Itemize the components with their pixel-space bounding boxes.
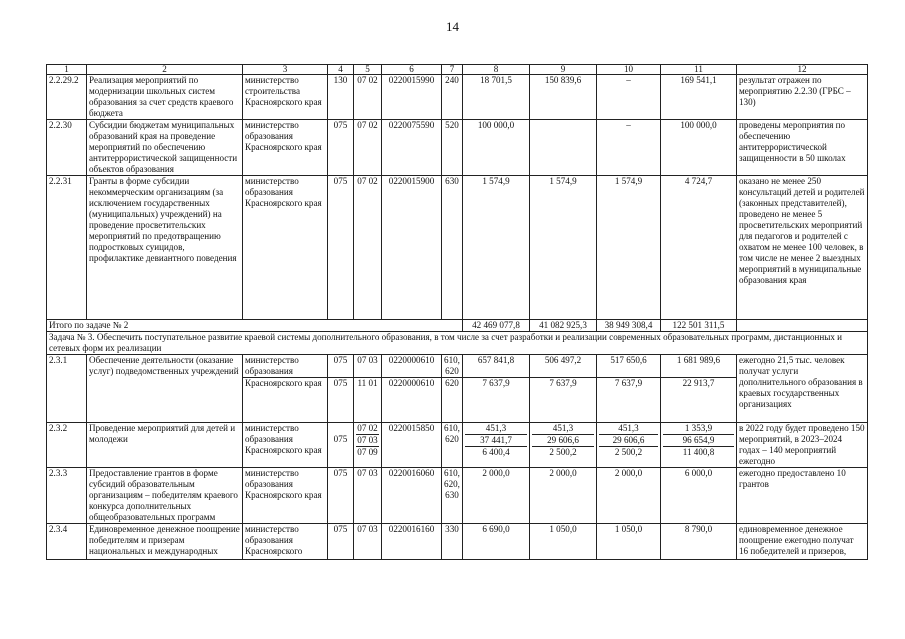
target-code: 0220016060 (382, 468, 442, 524)
expense-code: 610, 620, 630 (442, 468, 463, 524)
section-code: 11 01 (354, 378, 382, 423)
row-name: Проведение мероприятий для детей и молодежи (87, 423, 243, 468)
header-cell: 4 (328, 65, 354, 75)
section-codes (354, 423, 382, 468)
amount-2023: 451,3 (532, 423, 594, 435)
grbs-code: 075 (328, 378, 354, 423)
header-cell: 12 (737, 65, 868, 75)
target-code: 0220015900 (382, 176, 442, 320)
row-result: оказано не менее 250 консультаций детей и родителей (законных представителей), проведено не менее 5 просветительских мероприятий для педагогов и родителей с охватом не менее 100 человек, в том числе не менее 2 выездных мероприятий в муниципальные образования края (737, 176, 868, 320)
row-org: министерство образования Красноярского края (243, 120, 328, 176)
amount-2024-list (597, 423, 661, 468)
amount-total: 169 541,1 (661, 75, 737, 120)
amount-2024: 451,3 (599, 423, 658, 435)
section-code: 07 02 (354, 75, 382, 120)
table-row (47, 423, 868, 468)
section-code: 07 02 (354, 120, 382, 176)
table-row (47, 468, 868, 524)
amount-2024: 7 637,9 (597, 378, 661, 423)
amount-2023 (530, 120, 597, 176)
target-code: 0220000610 (382, 378, 442, 423)
total-2022: 42 469 077,8 (463, 320, 530, 332)
expense-code: 620 (442, 378, 463, 423)
expense-code: 520 (442, 120, 463, 176)
header-cell: 9 (530, 65, 597, 75)
amount-2024: 2 000,0 (597, 468, 661, 524)
amount-2023: 2 000,0 (530, 468, 597, 524)
target-code: 0220075590 (382, 120, 442, 176)
header-cell: 8 (463, 65, 530, 75)
task-heading: Задача № 3. Обеспечить поступательное развитие краевой системы дополнительного образования, в том числе за счет разработки и реализации современных образовательных программ, дистанционных и сетевых форм их реализации (47, 332, 868, 355)
target-code: 0220015990 (382, 75, 442, 120)
amount-2024: 517 650,6 (597, 355, 661, 378)
grbs-code-value: 075 (333, 434, 348, 444)
expense-code: 610, 620 (442, 423, 463, 468)
page-number: 14 (446, 19, 459, 34)
table-row (47, 524, 868, 560)
expense-code: 630 (442, 176, 463, 320)
amount-2024: – (597, 120, 661, 176)
header-cell: 6 (382, 65, 442, 75)
row-org: министерство образования Красноярского края (243, 423, 328, 468)
grbs-code (328, 423, 354, 468)
section-code: 07 03 (357, 435, 378, 445)
amount-2023: 150 839,6 (530, 75, 597, 120)
row-name: Субсидии бюджетам муниципальных образований края на проведение мероприятий по обеспечению антитеррористической защищенности объектов образования (87, 120, 243, 176)
amount-2023: 506 497,2 (530, 355, 597, 378)
amount-2022: 18 701,5 (463, 75, 530, 120)
section-code: 07 03 (354, 524, 382, 560)
program-table (46, 64, 868, 560)
amount-2023: 7 637,9 (530, 378, 597, 423)
amount-total: 1 681 989,6 (661, 355, 737, 378)
amount-2022: 1 574,9 (463, 176, 530, 320)
amount-total: 100 000,0 (661, 120, 737, 176)
amount-2022: 451,3 (465, 423, 527, 435)
row-id: 2.3.1 (47, 355, 87, 423)
header-cell: 3 (243, 65, 328, 75)
expense-code: 330 (442, 524, 463, 560)
section-code: 07 03 (354, 355, 382, 378)
row-org: министерство строительства Красноярского края (243, 75, 328, 120)
section-code: 07 09 (357, 447, 378, 457)
amount-2023: 1 050,0 (530, 524, 597, 560)
grbs-code: 075 (328, 524, 354, 560)
amount-2024: 1 574,9 (597, 176, 661, 320)
amount-2022: 37 441,7 (465, 435, 527, 447)
row-id: 2.2.30 (47, 120, 87, 176)
header-cell: 10 (597, 65, 661, 75)
amount-total: 4 724,7 (661, 176, 737, 320)
amount-2024: 2 500,2 (614, 447, 643, 457)
row-name: Предоставление грантов в форме субсидий образовательным организациям – победителям краевого конкурса дополнительных общеобразовательных программ (87, 468, 243, 524)
grbs-code: 075 (328, 468, 354, 524)
row-org: министерство образования Красноярского края (243, 176, 328, 320)
row-id: 2.3.2 (47, 423, 87, 468)
header-cell: 5 (354, 65, 382, 75)
amount-2022: 657 841,8 (463, 355, 530, 378)
grbs-code: 075 (328, 120, 354, 176)
task-heading-row (47, 332, 868, 355)
row-result: проведены мероприятия по обеспечению антитеррористической защищенности в 50 школах (737, 120, 868, 176)
header-cell: 11 (661, 65, 737, 75)
amount-2022: 2 000,0 (463, 468, 530, 524)
amount-total: 1 353,9 (663, 423, 734, 435)
header-cell: 2 (87, 65, 243, 75)
row-result: ежегодно 21,5 тыс. человек получат услуги дополнительного образования в краевых государственных организациях (737, 355, 868, 423)
row-id: 2.3.3 (47, 468, 87, 524)
row-name: Реализация мероприятий по модернизации школьных систем образования за счет средств краевого бюджета (87, 75, 243, 120)
total-sum: 122 501 311,5 (661, 320, 737, 332)
section-code: 07 02 (357, 423, 378, 433)
amount-2022: 7 637,9 (463, 378, 530, 423)
row-name: Гранты в форме субсидии некоммерческим организациям (за исключением государственных (муниципальных) учреждений) на проведение просветительских мероприятий по предотвращению подростковых суицидов, профилактике девиантного поведения (87, 176, 243, 320)
amount-total-list (661, 423, 737, 468)
row-name: Обеспечение деятельности (оказание услуг) подведомственных учреждений (87, 355, 243, 423)
header-cell: 1 (47, 65, 87, 75)
target-code: 0220016160 (382, 524, 442, 560)
table-row (47, 355, 868, 378)
amount-2023-list (530, 423, 597, 468)
amount-2023: 1 574,9 (530, 176, 597, 320)
expense-code: 240 (442, 75, 463, 120)
row-id: 2.3.4 (47, 524, 87, 560)
amount-2024: 1 050,0 (597, 524, 661, 560)
row-id: 2.2.31 (47, 176, 87, 320)
row-org: министерство образования (243, 355, 328, 378)
table-row (47, 176, 868, 320)
total-2024: 38 949 308,4 (597, 320, 661, 332)
amount-total: 11 400,8 (682, 447, 715, 457)
amount-2023: 2 500,2 (549, 447, 577, 457)
amount-2022: 100 000,0 (463, 120, 530, 176)
target-code: 0220000610 (382, 355, 442, 378)
row-org: министерство образования Красноярского края (243, 468, 328, 524)
row-org: министерство образования Красноярского (243, 524, 328, 560)
section-code: 07 03 (354, 468, 382, 524)
amount-total: 22 913,7 (661, 378, 737, 423)
amount-total: 6 000,0 (661, 468, 737, 524)
table-header-row (47, 65, 868, 75)
header-cell: 7 (442, 65, 463, 75)
row-org: Красноярского края (243, 378, 328, 423)
row-result: результат отражен по мероприятию 2.2.30 (ГРБС – 130) (737, 75, 868, 120)
grbs-code: 130 (328, 75, 354, 120)
row-id: 2.2.29.2 (47, 75, 87, 120)
row-result: единовременное денежное поощрение ежегодно получат 16 победителей и призеров, (737, 524, 868, 560)
amount-2022: 6 690,0 (463, 524, 530, 560)
amount-2024: – (597, 75, 661, 120)
table-row (47, 75, 868, 120)
amount-total: 96 654,9 (663, 435, 734, 447)
row-result: в 2022 году будет проведено 150 мероприятий, в 2023–2024 годах – 140 мероприятий ежегодно (737, 423, 868, 468)
table-row (47, 120, 868, 176)
row-name: Единовременное денежное поощрение победителям и призерам национальных и международных (87, 524, 243, 560)
total-label: Итого по задаче № 2 (47, 320, 463, 332)
section-code: 07 02 (354, 176, 382, 320)
grbs-code: 075 (328, 355, 354, 378)
amount-2022: 6 400,4 (482, 447, 510, 457)
amount-2024: 29 606,6 (599, 435, 658, 447)
row-result: ежегодно предоставлено 10 грантов (737, 468, 868, 524)
total-2023: 41 082 925,3 (530, 320, 597, 332)
target-code: 0220015850 (382, 423, 442, 468)
amount-total: 8 790,0 (661, 524, 737, 560)
total-row (47, 320, 868, 332)
amount-2022-list (463, 423, 530, 468)
grbs-code: 075 (328, 176, 354, 320)
expense-code: 610, 620 (442, 355, 463, 378)
amount-2023: 29 606,6 (532, 435, 594, 447)
